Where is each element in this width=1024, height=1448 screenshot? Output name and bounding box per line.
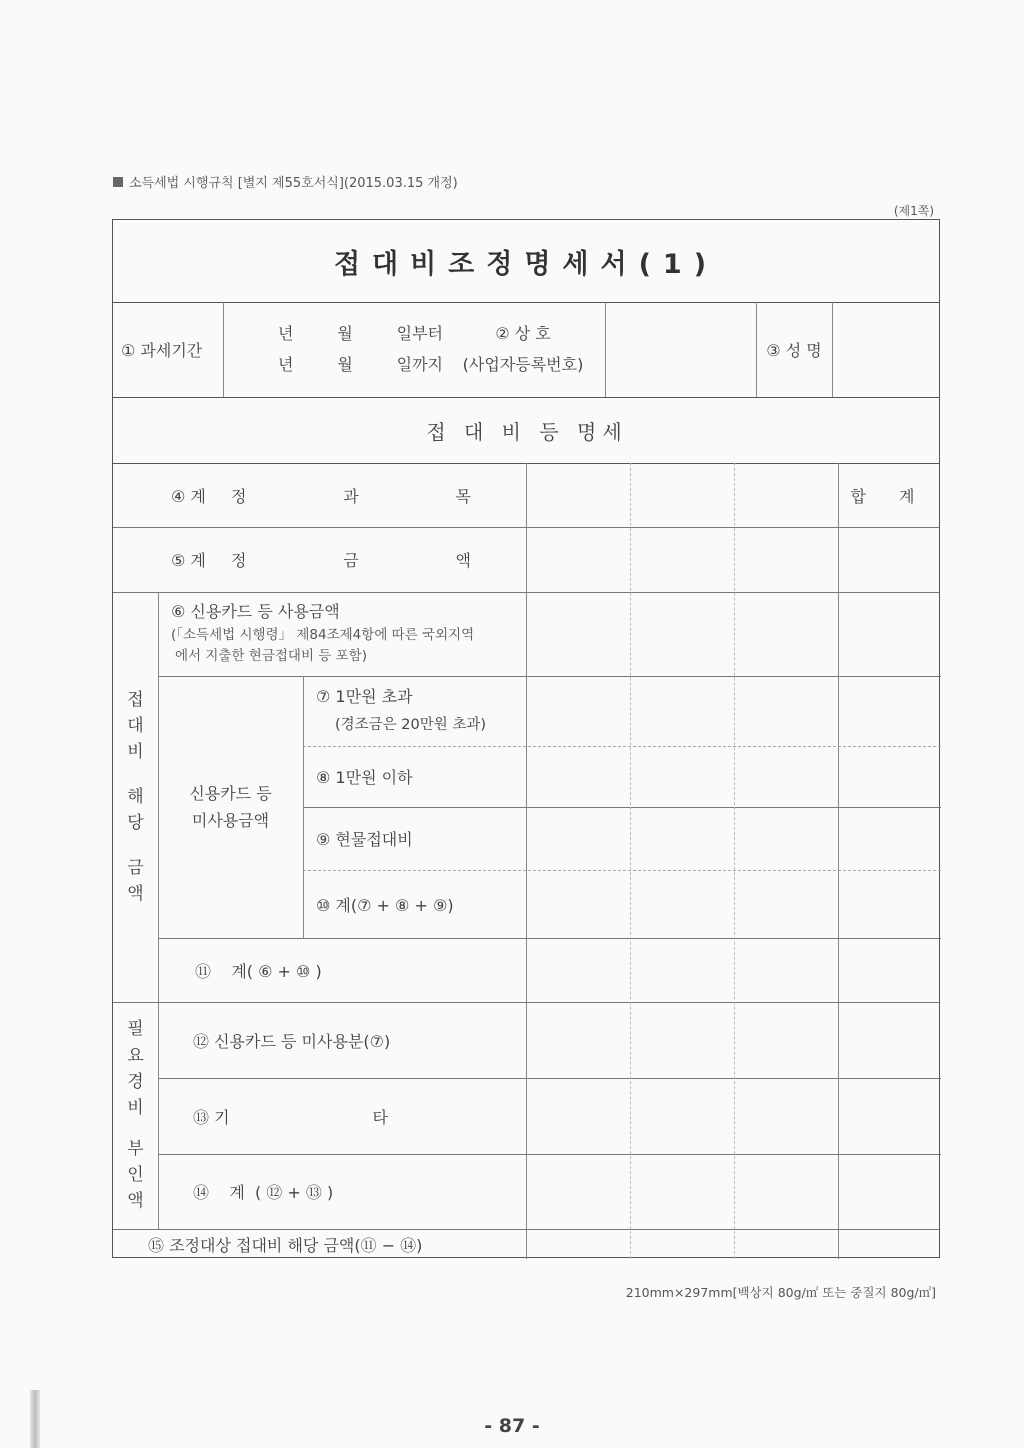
divider (734, 463, 735, 1259)
period-label: ① 과세기간 (121, 341, 203, 360)
row-card-usage-note: 에서 지출한 현금접대비 등 포함) (175, 648, 367, 665)
row-subtotal-11: ⑪ 계( ⑥ + ⑩ ) (195, 961, 322, 981)
business-name-label: ② 상 호 (495, 323, 551, 343)
unused-card-group: 신용카드 등 미사용금액 (189, 783, 272, 830)
divider (630, 463, 631, 1259)
form-reference: 소득세법 시행규칙 [별지 제55호서식](2015.03.15 개정) (113, 172, 458, 191)
row-account-amount: ⑤ 계 정 금 액 (171, 551, 471, 570)
row-over-10000-note: (경조금은 20만원 초과) (335, 716, 487, 733)
form-title: 접대비조정명세서(1) (333, 248, 719, 280)
paper-size: 210mm×297mm[백상지 80g/㎡ 또는 중질지 80g/㎡] (625, 1285, 936, 1300)
divider (838, 463, 839, 1259)
section-title: 접 대 비 등 명세 (426, 419, 628, 444)
form-table (112, 219, 940, 1258)
divider (223, 302, 224, 397)
row-card-usage: ⑥ 신용카드 등 사용금액 (171, 601, 340, 621)
business-value[interactable] (605, 302, 756, 397)
business-reg-label: (사업자등록번호) (462, 354, 584, 374)
row-account-subject: ④ 계 정 과 목 (171, 486, 471, 506)
group-disallowed-amount: 필 요 경 비 부 인 액 (127, 1019, 144, 1212)
row-in-kind: ⑨ 현물접대비 (316, 830, 413, 849)
page-indicator: (제1쪽) (893, 204, 934, 218)
row-adjusted-amount: ⑮ 조정대상 접대비 해당 금액(⑪ − ⑭) (148, 1235, 423, 1255)
row-subtotal-14: ⑭ 계 ( ⑫ + ⑬ ) (193, 1183, 334, 1202)
row-over-10000: ⑦ 1만원 초과 (316, 686, 413, 706)
page-number: - 87 - (484, 1415, 540, 1437)
period-to: 년 월 일까지 (278, 354, 443, 374)
square-bullet-icon (113, 177, 123, 187)
row-card-usage-note: (「소득세법 시행령」 제84조제4항에 따른 국외지역 (171, 627, 475, 644)
name-label: ③ 성 명 (766, 341, 822, 360)
row-under-10000: ⑧ 1만원 이하 (316, 768, 413, 787)
divider (526, 463, 527, 1259)
group-entertainment-amount: 접 대 비 해 당 금 액 (127, 689, 144, 904)
period-from: 년 월 일부터 (278, 323, 443, 343)
total-header: 합 계 (850, 486, 929, 506)
divider (303, 676, 304, 938)
row-other: ⑬ 기 타 (193, 1107, 388, 1127)
row-unused-card-portion: ⑫ 신용카드 등 미사용분(⑦) (193, 1031, 391, 1051)
row-subtotal-10: ⑩ 계(⑦ + ⑧ + ⑨) (316, 895, 454, 915)
name-value[interactable] (832, 302, 939, 397)
